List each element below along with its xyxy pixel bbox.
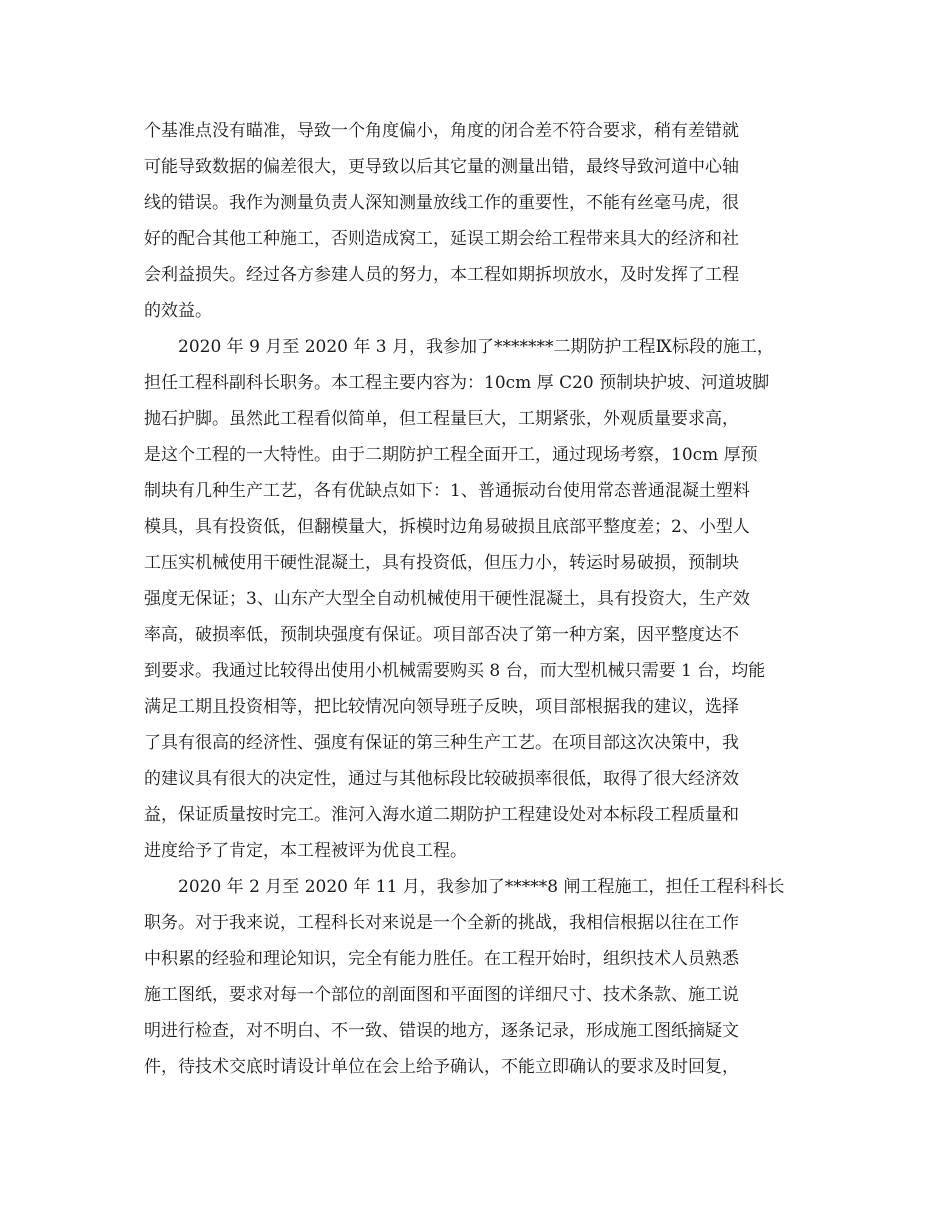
text-line: 2020 年 2 月至 2020 年 11 月，我参加了*****8 闸工程施工，担任工程科科长 [178, 877, 785, 897]
text-line: 会利益损失。经过各方参建人员的努力，本工程如期拆坝放水，及时发挥了工程 [144, 265, 739, 285]
text-line: 的建议具有很大的决定性，通过与其他标段比较破损率很低，取得了很大经济效 [144, 769, 739, 789]
text-line: 率高，破损率低，预制块强度有保证。项目部否决了第一种方案，因平整度达不 [144, 625, 739, 645]
text-line: 满足工期且投资相等，把比较情况向领导班子反映，项目部根据我的建议，选择 [144, 697, 739, 717]
document-body [144, 113, 824, 1085]
text-line: 可能导致数据的偏差很大，更导致以后其它量的测量出错，最终导致河道中心轴 [144, 157, 739, 177]
text-line: 到要求。我通过比较得出使用小机械需要购买 8 台，而大型机械只需要 1 台，均能 [144, 661, 766, 681]
text-line: 进度给予了肯定，本工程被评为优良工程。 [144, 841, 467, 861]
text-line: 益，保证质量按时完工。淮河入海水道二期防护工程建设处对本标段工程质量和 [144, 805, 739, 825]
text-line: 施工图纸，要求对每一个部位的剖面图和平面图的详细尺寸、技术条款、施工说 [144, 985, 739, 1005]
text-line: 个基准点没有瞄准，导致一个角度偏小，角度的闭合差不符合要求，稍有差错就 [144, 121, 739, 141]
text-line: 强度无保证；3、山东产大型全自动机械使用干硬性混凝土，具有投资大，生产效 [144, 589, 750, 609]
text-line: 抛石护脚。虽然此工程看似简单，但工程量巨大，工期紧张，外观质量要求高， [144, 409, 739, 429]
text-line: 担任工程科副科长职务。本工程主要内容为：10cm 厚 C20 预制块护坡、河道坡脚 [144, 373, 770, 393]
text-line: 模具，具有投资低，但翻模量大，拆模时边角易破损且底部平整度差；2、小型人 [144, 517, 750, 537]
text-line: 好的配合其他工种施工，否则造成窝工，延误工期会给工程带来具大的经济和社 [144, 229, 739, 249]
text-line: 制块有几种生产工艺，各有优缺点如下：1、普通振动台使用常态普通混凝土塑料 [144, 481, 750, 501]
text-line: 工压实机械使用干硬性混凝土，具有投资低，但压力小，转运时易破损，预制块 [144, 553, 739, 573]
text-line: 了具有很高的经济性、强度有保证的第三种生产工艺。在项目部这次决策中，我 [144, 733, 739, 753]
text-line: 2020 年 9 月至 2020 年 3 月，我参加了*******二期防护工程Ⅸ标段的施工， [178, 337, 774, 357]
text-line: 中积累的经验和理论知识，完全有能力胜任。在工程开始时，组织技术人员熟悉 [144, 949, 739, 969]
paragraph-3 [144, 869, 824, 1085]
text-line: 明进行检查，对不明白、不一致、错误的地方，逐条记录，形成施工图纸摘疑文 [144, 1021, 739, 1041]
text-line: 线的错误。我作为测量负责人深知测量放线工作的重要性，不能有丝毫马虎，很 [144, 193, 739, 213]
text-line: 是这个工程的一大特性。由于二期防护工程全面开工，通过现场考察，10cm 厚预 [144, 445, 758, 465]
text-line: 职务。对于我来说，工程科长对来说是一个全新的挑战，我相信根据以往在工作 [144, 913, 739, 933]
paragraph-1 [144, 113, 824, 329]
text-line: 件，待技术交底时请设计单位在会上给予确认，不能立即确认的要求及时回复， [144, 1057, 739, 1077]
text-line: 的效益。 [144, 301, 212, 321]
paragraph-2 [144, 329, 824, 869]
